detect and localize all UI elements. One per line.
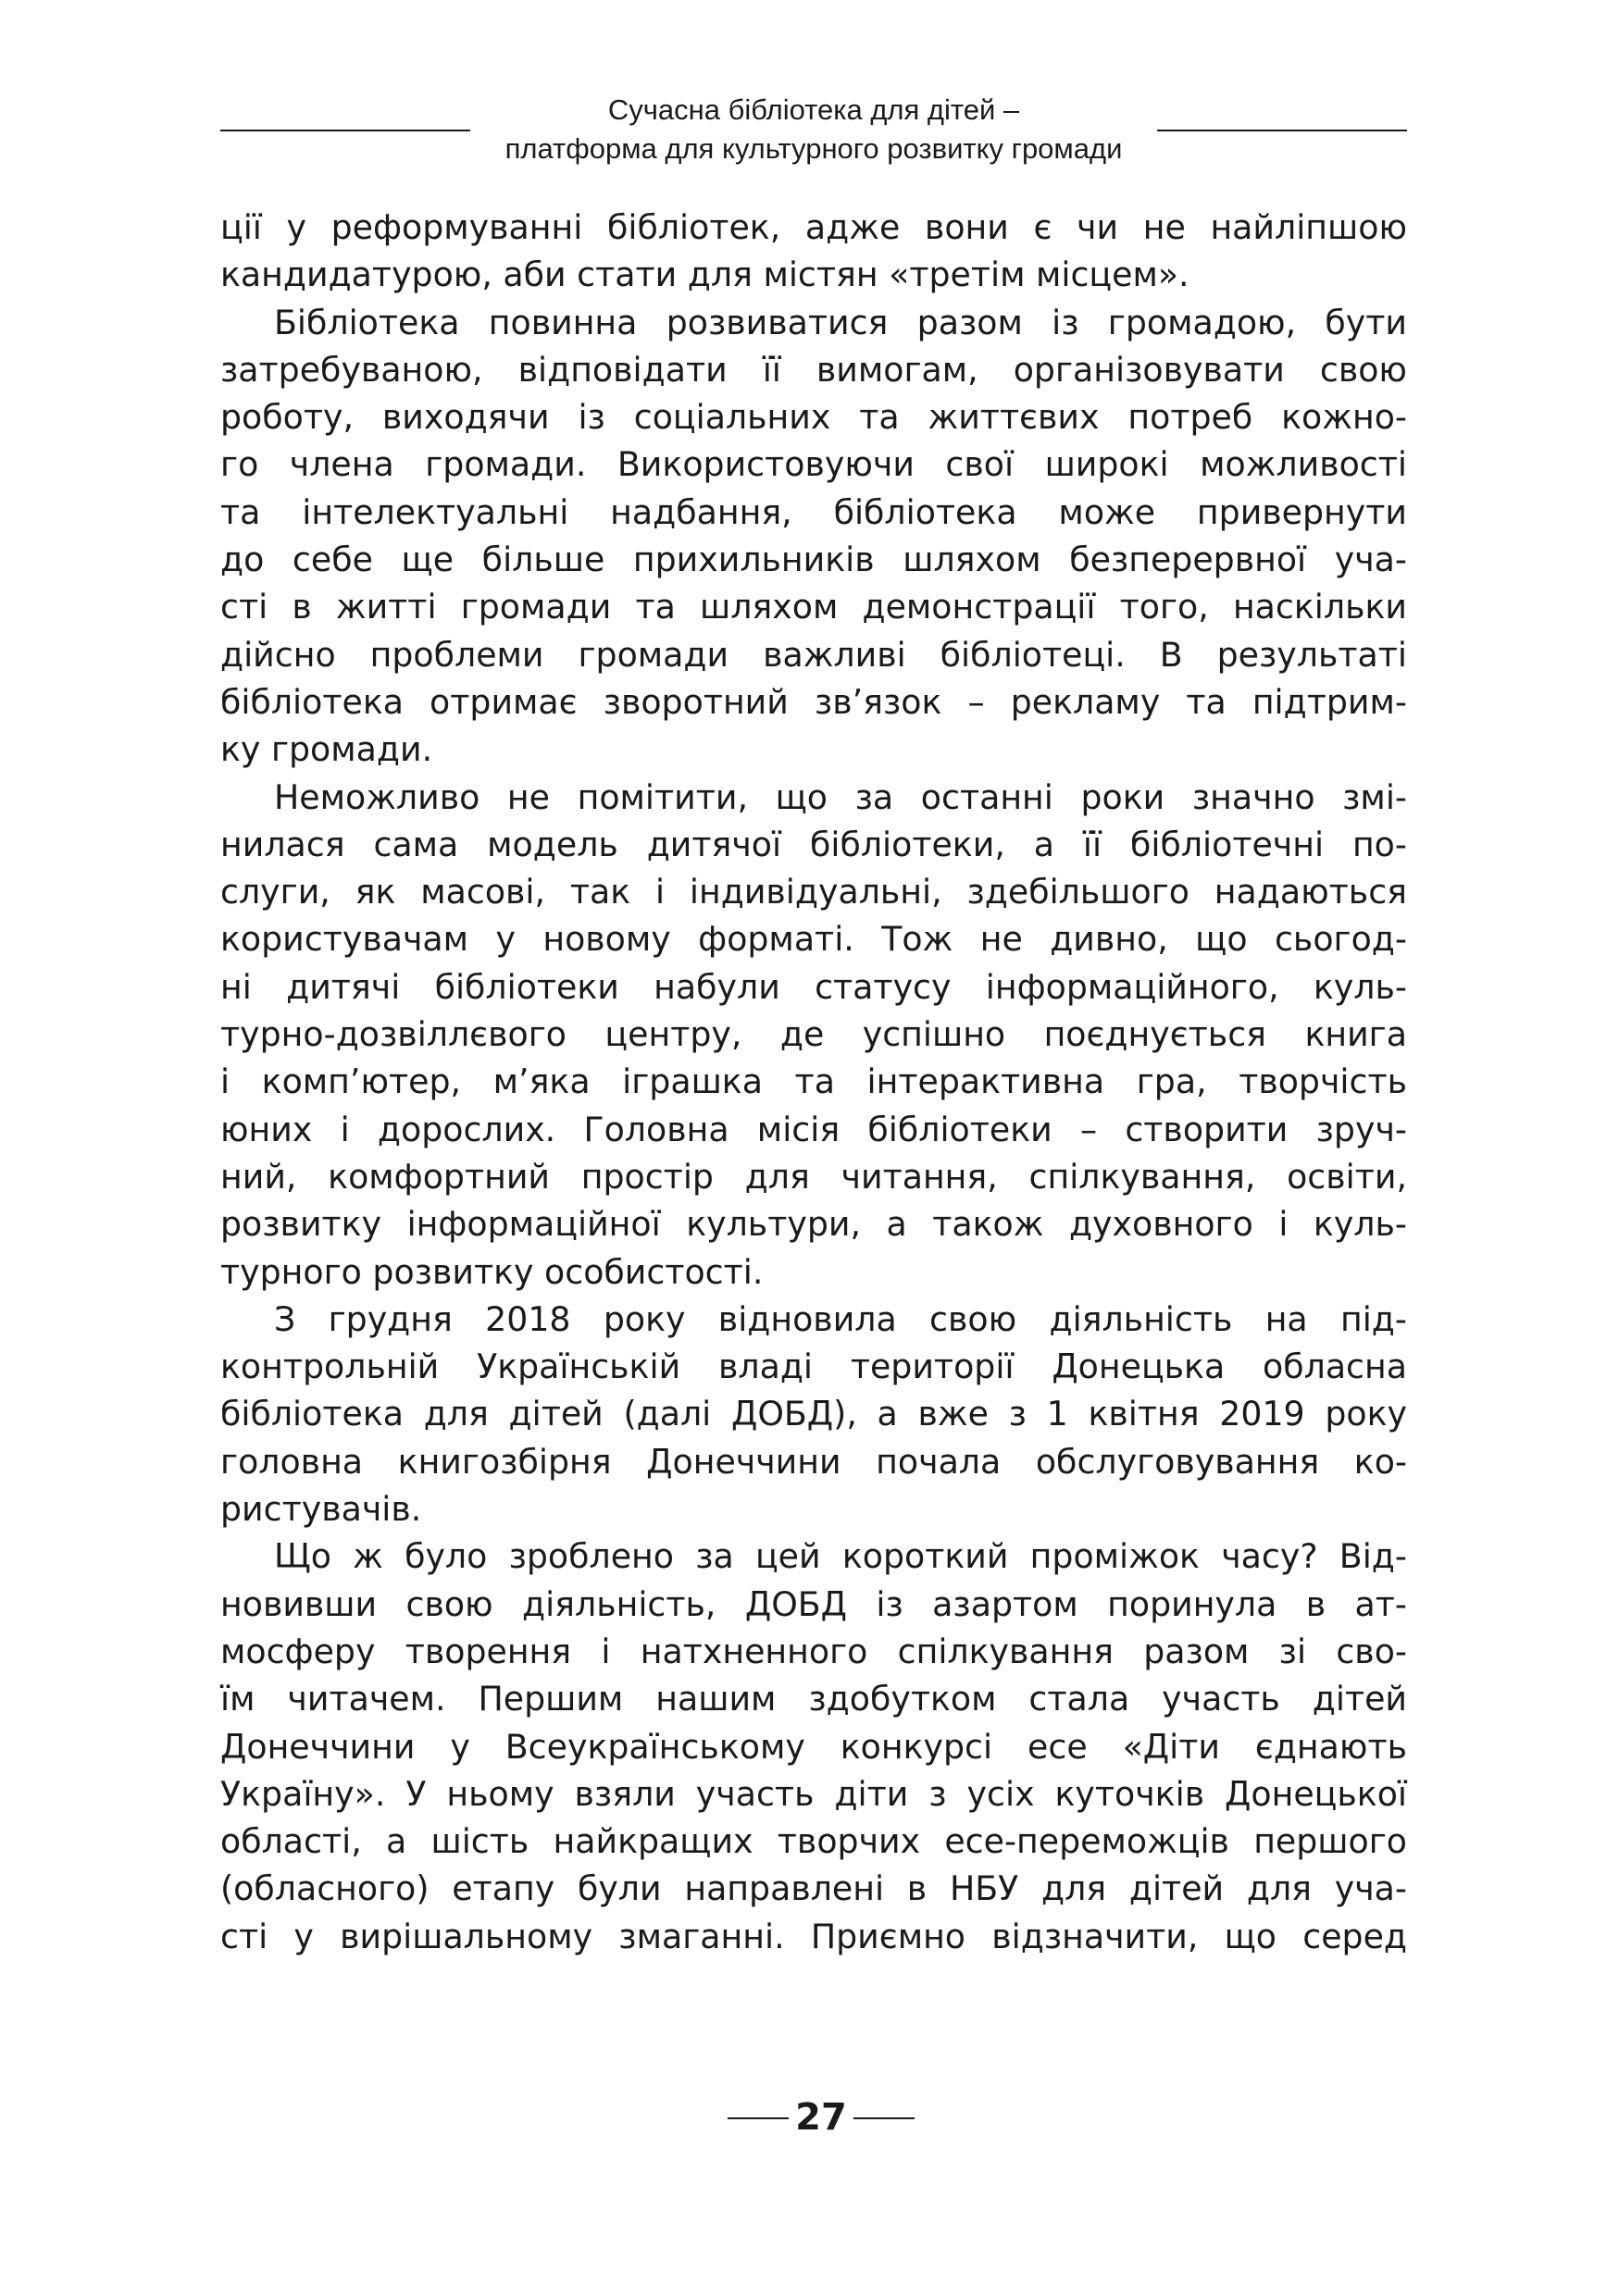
text-line: (обласного) етапу були направлені в НБУ для дітей для уча-: [220, 1868, 1407, 1909]
header-title: [470, 91, 1157, 168]
text-line: го члена громади. Використовуючи свої широкі можливості: [220, 444, 1407, 485]
text-line: сті в житті громади та шляхом демонстрації того, наскільки: [220, 587, 1407, 627]
header-rule-left: [220, 130, 470, 131]
text-line: слуги, як масові, так і індивідуальні, здебільшого надаються: [220, 872, 1407, 912]
text-line: бібліотека для дітей (далі ДОБД), а вже з 1 квітня 2019 року: [220, 1394, 1407, 1434]
text-line: Україну». У ньому взяли участь діти з усіх куточків Донецької: [220, 1773, 1407, 1814]
paragraph: [220, 299, 1407, 774]
text-line: Неможливо не помітити, що за останні роки значно змі-: [274, 776, 1407, 817]
text-line: розвитку інформаційної культури, а також духовного і куль-: [220, 1204, 1407, 1245]
text-line: ції у реформуванні бібліотек, адже вони є чи не найліпшою: [220, 207, 1407, 247]
text-line: З грудня 2018 року відновила свою діяльність на під-: [274, 1298, 1407, 1339]
text-line: ний, комфортний простір для читання, спілкування, освіти,: [220, 1156, 1407, 1197]
text-line: та інтелектуальні надбання, бібліотека може привернути: [220, 491, 1407, 532]
text-line: дійсно проблеми громади важливі бібліотеці. В результаті: [220, 634, 1407, 675]
page-body: [220, 204, 1407, 1960]
text-line: Донеччини у Всеукраїнському конкурсі есе «Діти єднають: [220, 1726, 1407, 1767]
paragraph: [220, 1533, 1407, 1960]
text-line: кандидатурою, аби стати для містян «третім місцем».: [220, 254, 1189, 295]
text-line: нилася сама модель дитячої бібліотеки, а її бібліотечні по-: [220, 824, 1407, 864]
text-line: ку громади.: [220, 729, 433, 770]
text-line: турно-дозвіллєвого центру, де успішно поєднується книга: [220, 1014, 1407, 1055]
text-line: контрольній Українській владі території Донецька обласна: [220, 1347, 1407, 1387]
text-line: турного розвитку особистості.: [220, 1251, 764, 1292]
text-line: затребуваною, відповідати її вимогам, організовувати свою: [220, 349, 1407, 390]
page-footer: [0, 2090, 1619, 2145]
text-line: і комп’ютер, м’яка іграшка та інтерактивна гра, творчість: [220, 1061, 1407, 1102]
text-line: бібліотека отримає зворотний зв’язок – рекламу та підтрим-: [220, 681, 1407, 722]
text-line: ні дитячі бібліотеки набули статусу інформаційного, куль-: [220, 966, 1407, 1007]
header-rule-right: [1157, 130, 1407, 131]
paragraph: [220, 1296, 1407, 1533]
text-line: користувачам у новому форматі. Тож не дивно, що сьогод-: [220, 919, 1407, 960]
text-line: сті у вирішальному змаганні. Приємно відзначити, що серед: [220, 1916, 1407, 1956]
header-title-line-1: Сучасна бібліотека для дітей –: [607, 93, 1020, 126]
footer-rule-left: [728, 2117, 789, 2119]
text-line: мосферу творення і натхненного спілкування разом зі сво-: [220, 1631, 1407, 1671]
text-line: їм читачем. Першим нашим здобутком стала участь дітей: [220, 1679, 1407, 1719]
text-line: Бібліотека повинна розвиватися разом із громадою, бути: [274, 302, 1407, 342]
paragraph: [220, 774, 1407, 1296]
footer-rule-right: [853, 2117, 915, 2119]
running-header: [220, 91, 1407, 174]
paragraph: [220, 204, 1407, 299]
text-line: роботу, виходячи із соціальних та життєвих потреб кожно-: [220, 397, 1407, 438]
text-line: до себе ще більше прихильників шляхом безперервної уча-: [220, 540, 1407, 580]
text-line: новивши свою діяльність, ДОБД із азартом поринула в ат-: [220, 1583, 1407, 1624]
page-number: 27: [795, 2096, 847, 2139]
text-line: ристувачів.: [220, 1489, 422, 1530]
header-title-line-2: платформа для культурного розвитку громади: [504, 132, 1123, 165]
text-line: області, а шість найкращих творчих есе-переможців першого: [220, 1821, 1407, 1862]
text-line: Що ж було зроблено за цей короткий проміжок часу? Від-: [274, 1536, 1407, 1577]
text-line: головна книгозбірня Донеччини почала обслуговування ко-: [220, 1441, 1407, 1482]
text-line: юних і дорослих. Головна місія бібліотеки – створити зруч-: [220, 1109, 1407, 1149]
